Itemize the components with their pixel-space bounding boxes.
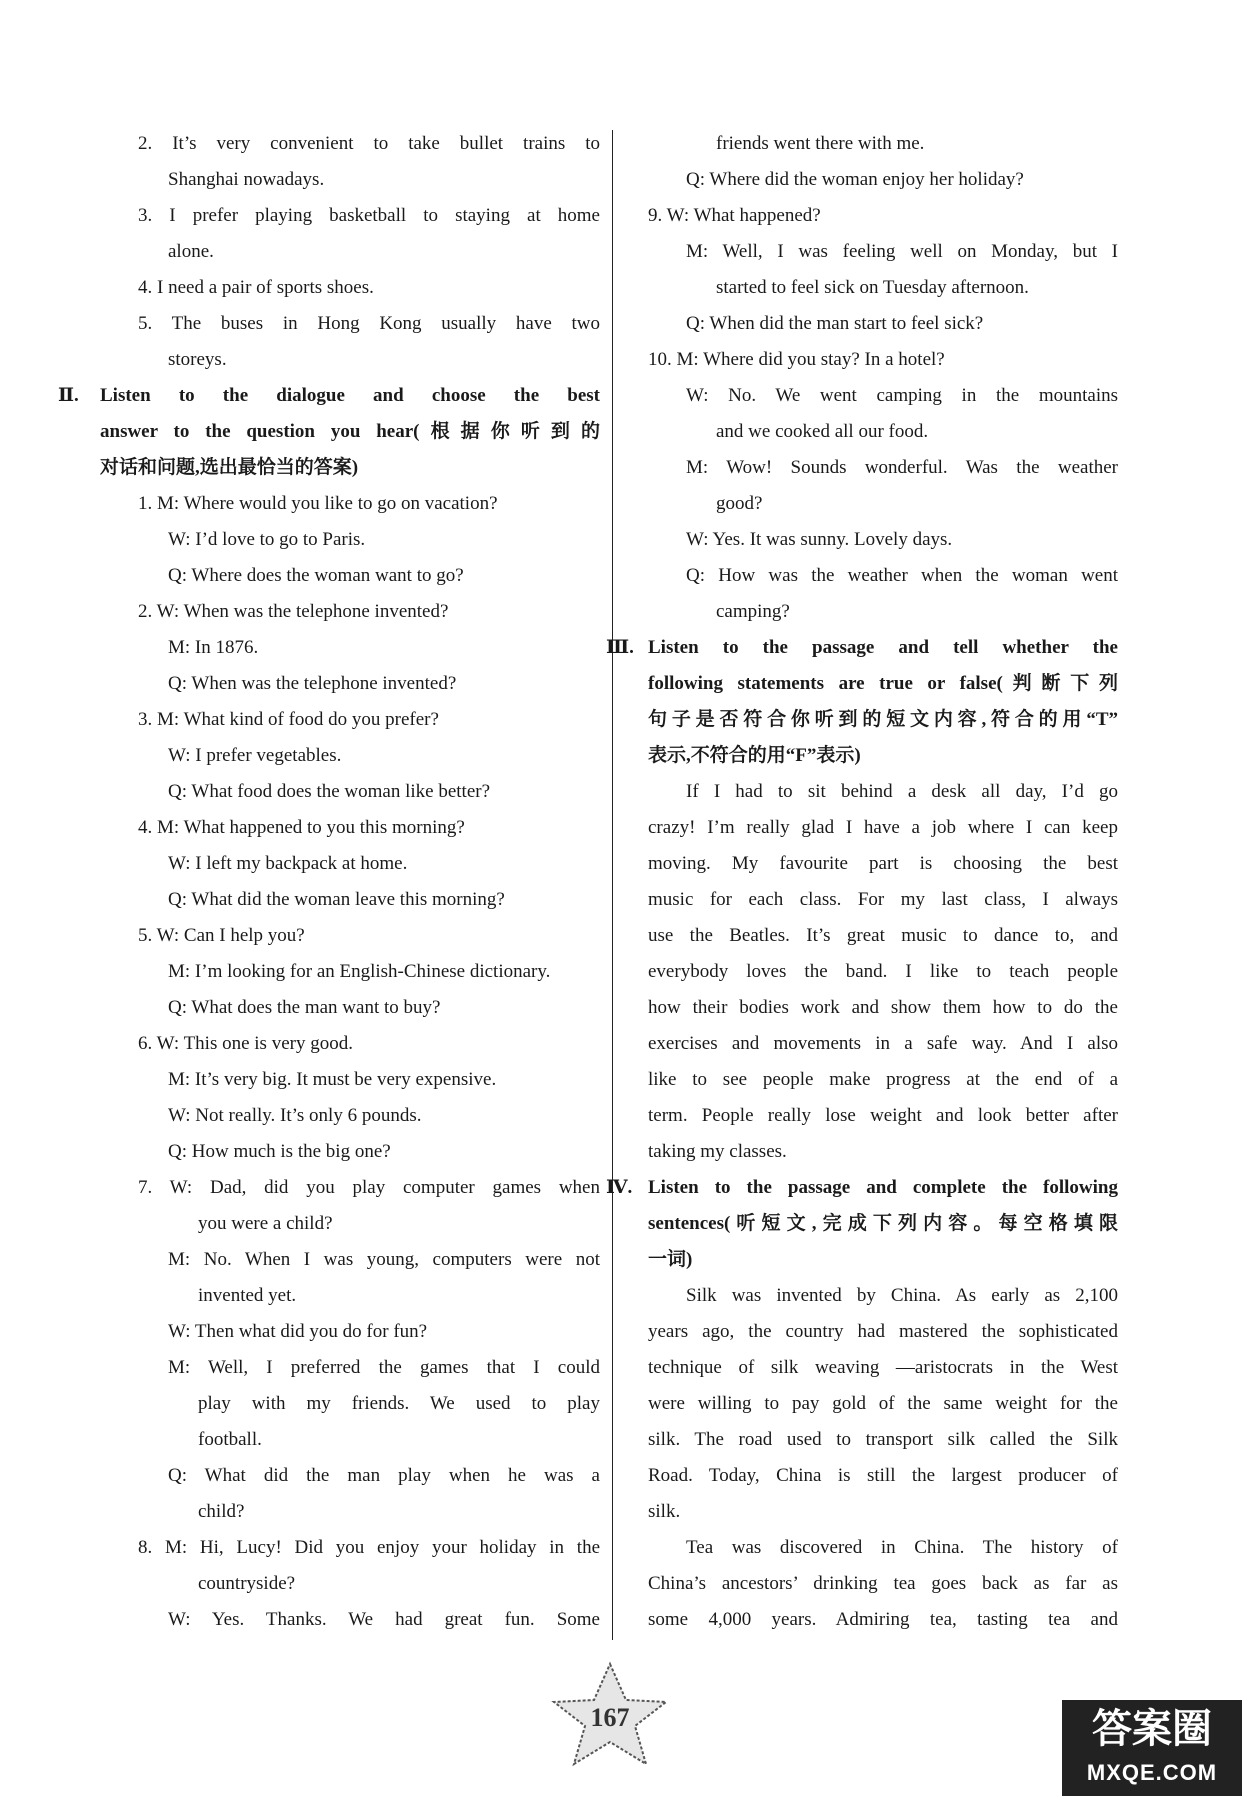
right-line (648, 558, 1118, 594)
right-line (648, 486, 1118, 522)
left-line (100, 198, 600, 234)
line-text: Shanghai nowadays. (168, 169, 325, 190)
line-text: crazy! I’m really glad I have a job where I can keep (648, 817, 1118, 838)
line-text: you were a child? (198, 1213, 333, 1234)
line-text: M: I’m looking for an English-Chinese dictionary. (168, 961, 551, 982)
right-line (648, 594, 1118, 630)
left-line (100, 1206, 600, 1242)
line-text: good? (716, 493, 763, 514)
left-line (100, 270, 600, 306)
left-line (100, 342, 600, 378)
left-line (100, 1350, 600, 1386)
left-line (100, 1278, 600, 1314)
right-line (648, 1206, 1118, 1242)
line-text: use the Beatles. It’s great music to dance to, and (648, 925, 1118, 946)
line-text: exercises and movements in a safe way. And I also (648, 1033, 1118, 1054)
line-text: Q: What food does the woman like better? (168, 781, 491, 802)
line-text: everybody loves the band. I like to teach people (648, 961, 1118, 982)
line-text: Listen to the passage and complete the following (648, 1177, 1118, 1198)
left-line (100, 306, 600, 342)
right-column (606, 126, 1118, 1638)
left-line (100, 450, 600, 486)
section-numeral: Ⅱ. (58, 385, 79, 406)
left-line (100, 918, 600, 954)
line-text: Q: What did the woman leave this morning? (168, 889, 505, 910)
right-line (648, 990, 1118, 1026)
section-numeral: Ⅳ. (606, 1177, 633, 1198)
line-text: Q: When was the telephone invented? (168, 673, 457, 694)
right-line (648, 1062, 1118, 1098)
line-text: 2. It’s very convenient to take bullet trains to (138, 133, 600, 154)
line-text: some 4,000 years. Admiring tea, tasting tea and (648, 1609, 1118, 1630)
right-line (648, 954, 1118, 990)
left-line (100, 1134, 600, 1170)
line-text: term. People really lose weight and look better after (648, 1105, 1118, 1126)
left-line (100, 1242, 600, 1278)
right-line (648, 1350, 1118, 1386)
left-line (100, 1458, 600, 1494)
line-text: W: No. We went camping in the mountains (686, 385, 1118, 406)
left-line (100, 1386, 600, 1422)
left-line (100, 846, 600, 882)
line-text: taking my classes. (648, 1141, 787, 1162)
line-text: Q: What does the man want to buy? (168, 997, 441, 1018)
line-text: years ago, the country had mastered the sophisticated (648, 1321, 1118, 1342)
left-line (100, 1026, 600, 1062)
right-line (648, 1566, 1118, 1602)
right-line (648, 1386, 1118, 1422)
line-text: invented yet. (198, 1285, 297, 1306)
right-line (648, 1602, 1118, 1638)
line-text: Road. Today, China is still the largest producer of (648, 1465, 1118, 1486)
right-line (648, 522, 1118, 558)
line-text: Listen to the passage and tell whether the (648, 637, 1118, 658)
line-text: silk. The road used to transport silk called the Silk (648, 1429, 1118, 1450)
left-line (100, 1530, 600, 1566)
line-text: M: No. When I was young, computers were not (168, 1249, 600, 1270)
line-text: camping? (716, 601, 790, 622)
line-text: China’s ancestors’ drinking tea goes back as far as (648, 1573, 1118, 1594)
left-line (100, 738, 600, 774)
left-line (100, 630, 600, 666)
right-line (648, 1098, 1118, 1134)
line-text: M: It’s very big. It must be very expensive. (168, 1069, 497, 1090)
line-text: Listen to the dialogue and choose the best (100, 385, 600, 406)
line-text: W: I’d love to go to Paris. (168, 529, 366, 550)
line-text: W: Yes. Thanks. We had great fun. Some (168, 1609, 600, 1630)
line-text: M: In 1876. (168, 637, 259, 658)
line-text: music for each class. For my last class, I always (648, 889, 1118, 910)
right-line (648, 1494, 1118, 1530)
line-text: 一词) (648, 1249, 693, 1270)
line-text: child? (198, 1501, 245, 1522)
line-text: how their bodies work and show them how to do the (648, 997, 1118, 1018)
right-line (648, 306, 1118, 342)
right-line (648, 1242, 1118, 1278)
right-line (648, 270, 1118, 306)
line-text: storeys. (168, 349, 227, 370)
line-text: technique of silk weaving —aristocrats in the West (648, 1357, 1118, 1378)
right-line (648, 918, 1118, 954)
line-text: 7. W: Dad, did you play computer games when (138, 1177, 600, 1198)
right-line (648, 1278, 1118, 1314)
left-column (58, 126, 600, 1638)
line-text: alone. (168, 241, 214, 262)
line-text: Q: Where does the woman want to go? (168, 565, 464, 586)
line-text: W: Not really. It’s only 6 pounds. (168, 1105, 422, 1126)
line-text: 5. The buses in Hong Kong usually have two (138, 313, 600, 334)
line-text: 6. W: This one is very good. (138, 1033, 353, 1054)
line-text: Q: How much is the big one? (168, 1141, 391, 1162)
left-line (100, 1422, 600, 1458)
line-text: 对话和问题,选出最恰当的答案) (100, 457, 359, 478)
line-text: sentences(听短文,完成下列内容。每空格填限 (648, 1213, 1118, 1234)
right-line (648, 738, 1118, 774)
right-line (648, 342, 1118, 378)
right-line (606, 1170, 1118, 1206)
right-line (648, 1422, 1118, 1458)
line-text: If I had to sit behind a desk all day, I’d go (686, 781, 1118, 802)
left-line (100, 162, 600, 198)
line-text: Q: What did the man play when he was a (168, 1465, 600, 1486)
right-line (648, 1530, 1118, 1566)
line-text: Tea was discovered in China. The history of (686, 1537, 1118, 1558)
right-line (606, 630, 1118, 666)
right-line (648, 1458, 1118, 1494)
left-line (100, 954, 600, 990)
line-text: W: I left my backpack at home. (168, 853, 408, 874)
section-numeral: Ⅲ. (606, 637, 634, 658)
line-text: like to see people make progress at the end of a (648, 1069, 1118, 1090)
line-text: 3. M: What kind of food do you prefer? (138, 709, 439, 730)
line-text: 9. W: What happened? (648, 205, 821, 226)
line-text: 句子是否符合你听到的短文内容,符合的用“T” (648, 709, 1118, 730)
left-line (100, 594, 600, 630)
line-text: answer to the question you hear(根据你听到的 (100, 421, 600, 442)
line-text: moving. My favourite part is choosing the best (648, 853, 1118, 874)
line-text: W: Then what did you do for fun? (168, 1321, 428, 1342)
right-line (648, 666, 1118, 702)
left-line (100, 558, 600, 594)
left-line (100, 774, 600, 810)
line-text: and we cooked all our food. (716, 421, 929, 442)
left-line (100, 990, 600, 1026)
left-line (58, 378, 600, 414)
right-line (648, 450, 1118, 486)
left-line (100, 126, 600, 162)
left-line (100, 1314, 600, 1350)
right-line (648, 774, 1118, 810)
page-footer (540, 1660, 680, 1770)
line-text: silk. (648, 1501, 681, 1522)
right-line (648, 414, 1118, 450)
left-line (100, 666, 600, 702)
right-line (648, 882, 1118, 918)
line-text: 4. M: What happened to you this morning? (138, 817, 465, 838)
line-text: Q: When did the man start to feel sick? (686, 313, 984, 334)
line-text: 3. I prefer playing basketball to staying at home (138, 205, 600, 226)
right-line (648, 846, 1118, 882)
right-line (648, 198, 1118, 234)
line-text: 1. M: Where would you like to go on vacation? (138, 493, 498, 514)
left-line (100, 882, 600, 918)
left-line (100, 522, 600, 558)
left-line (100, 1494, 600, 1530)
page-number: 167 (590, 1703, 630, 1732)
watermark-top: 答案圈 (1092, 1707, 1212, 1751)
left-line (100, 1098, 600, 1134)
line-text: Silk was invented by China. As early as 2,100 (686, 1285, 1118, 1306)
line-text: W: Yes. It was sunny. Lovely days. (686, 529, 953, 550)
line-text: started to feel sick on Tuesday afternoon. (716, 277, 1029, 298)
line-text: Q: Where did the woman enjoy her holiday? (686, 169, 1024, 190)
line-text: 10. M: Where did you stay? In a hotel? (648, 349, 945, 370)
line-text: 5. W: Can I help you? (138, 925, 305, 946)
right-line (648, 1314, 1118, 1350)
watermark-bottom: MXQE.COM (1086, 1760, 1218, 1785)
right-line (648, 1134, 1118, 1170)
watermark-logo (1062, 1700, 1242, 1796)
right-line (648, 162, 1118, 198)
left-line (100, 486, 600, 522)
left-line (100, 1062, 600, 1098)
line-text: 8. M: Hi, Lucy! Did you enjoy your holiday in the (138, 1537, 600, 1558)
line-text: friends went there with me. (716, 133, 925, 154)
line-text: W: I prefer vegetables. (168, 745, 342, 766)
left-line (100, 1566, 600, 1602)
line-text: M: Wow! Sounds wonderful. Was the weather (686, 457, 1118, 478)
left-line (100, 810, 600, 846)
line-text: countryside? (198, 1573, 296, 1594)
line-text: play with my friends. We used to play (198, 1393, 600, 1414)
line-text: 表示,不符合的用“F”表示) (648, 745, 861, 766)
right-line (648, 378, 1118, 414)
column-divider (612, 130, 613, 1640)
right-line (648, 702, 1118, 738)
line-text: were willing to pay gold of the same weight for the (648, 1393, 1118, 1414)
line-text: following statements are true or false(判断下列 (648, 673, 1118, 694)
left-line (100, 702, 600, 738)
line-text: 4. I need a pair of sports shoes. (138, 277, 374, 298)
right-line (648, 1026, 1118, 1062)
right-line (648, 234, 1118, 270)
left-line (100, 414, 600, 450)
left-line (100, 1602, 600, 1638)
right-line (648, 126, 1118, 162)
left-line (100, 234, 600, 270)
right-line (648, 810, 1118, 846)
line-text: M: Well, I preferred the games that I could (168, 1357, 600, 1378)
line-text: football. (198, 1429, 262, 1450)
line-text: 2. W: When was the telephone invented? (138, 601, 449, 622)
left-line (100, 1170, 600, 1206)
line-text: M: Well, I was feeling well on Monday, but I (686, 241, 1118, 262)
line-text: Q: How was the weather when the woman went (686, 565, 1118, 586)
